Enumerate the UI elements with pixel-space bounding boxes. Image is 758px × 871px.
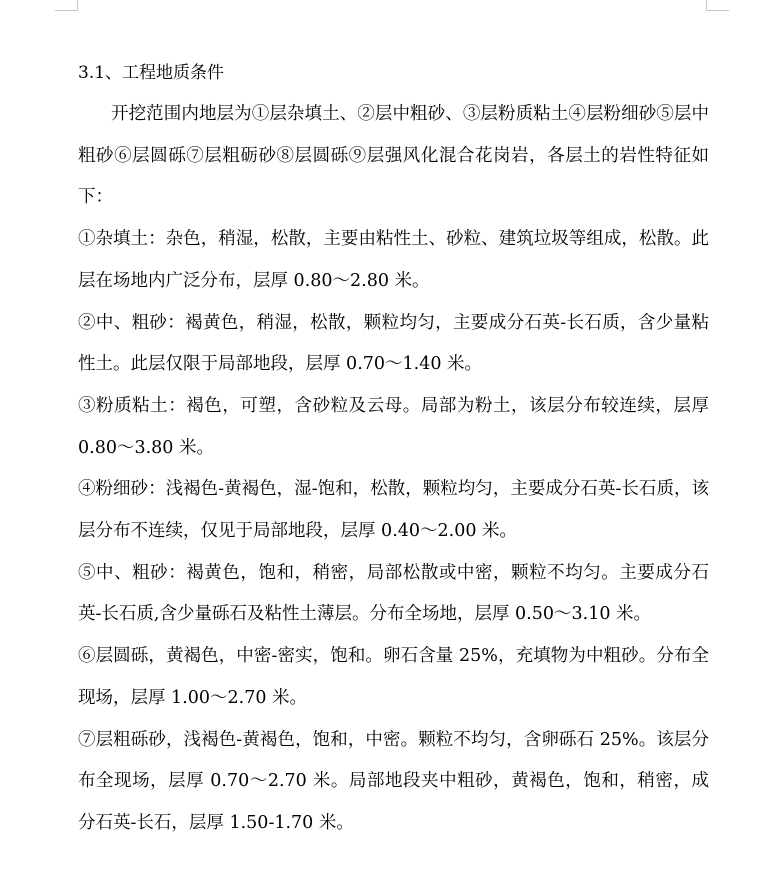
paragraph-intro: 开挖范围内地层为①层杂填土、②层中粗砂、③层粉质粘土④层粉细砂⑤层中粗砂⑥层圆砾⑦层粗砺砂⑧层圆砾⑨层强风化混合花岗岩，各层土的岩性特征如下： xyxy=(78,104,709,208)
paragraph-layer-2: ②中、粗砂：褐黄色，稍湿，松散，颗粒均匀，主要成分石英-长石质，含少量粘性土。此层仅限于局部地段，层厚 0.70～1.40 米。 xyxy=(78,312,709,375)
page-corner-mark-left xyxy=(55,0,78,11)
paragraph-layer-1: ①杂填土：杂色，稍湿，松散，主要由粘性土、砂粒、建筑垃圾等组成，松散。此层在场地内广泛分布，层厚 0.80～2.80 米。 xyxy=(78,229,709,291)
paragraph-layer-6: ⑥层圆砾，黄褐色，中密-密实，饱和。卵石含量 25%，充填物为中粗砂。分布全现场，层厚 1.00～2.70 米。 xyxy=(78,646,709,708)
section-title: 3.1、工程地质条件 xyxy=(78,63,225,83)
paragraph-layer-3: ③粉质粘土：褐色，可塑，含砂粒及云母。局部为粉土，该层分布较连续，层厚 0.80～3.80 米。 xyxy=(78,395,709,458)
paragraph-layer-5: ⑤中、粗砂：褐黄色，饱和，稍密，局部松散或中密，颗粒不均匀。主要成分石英-长石质,含少量砾石及粘性土薄层。分布全场地，层厚 0.50～3.10 米。 xyxy=(78,562,709,625)
document-page-body xyxy=(78,52,709,845)
paragraph-layer-4: ④粉细砂：浅褐色-黄褐色，湿-饱和，松散，颗粒均匀，主要成分石英-长石质，该层分布不连续，仅见于局部地段，层厚 0.40～2.00 米。 xyxy=(78,479,709,542)
page-corner-mark-right xyxy=(706,0,729,11)
paragraph-layer-7: ⑦层粗砾砂，浅褐色-黄褐色，饱和，中密。颗粒不均匀，含卵砾石 25%。该层分布全现场，层厚 0.70～2.70 米。局部地段夹中粗砂，黄褐色，饱和，稍密，成分石英-长石，层厚 1.50-1.70 米。 xyxy=(78,729,709,833)
